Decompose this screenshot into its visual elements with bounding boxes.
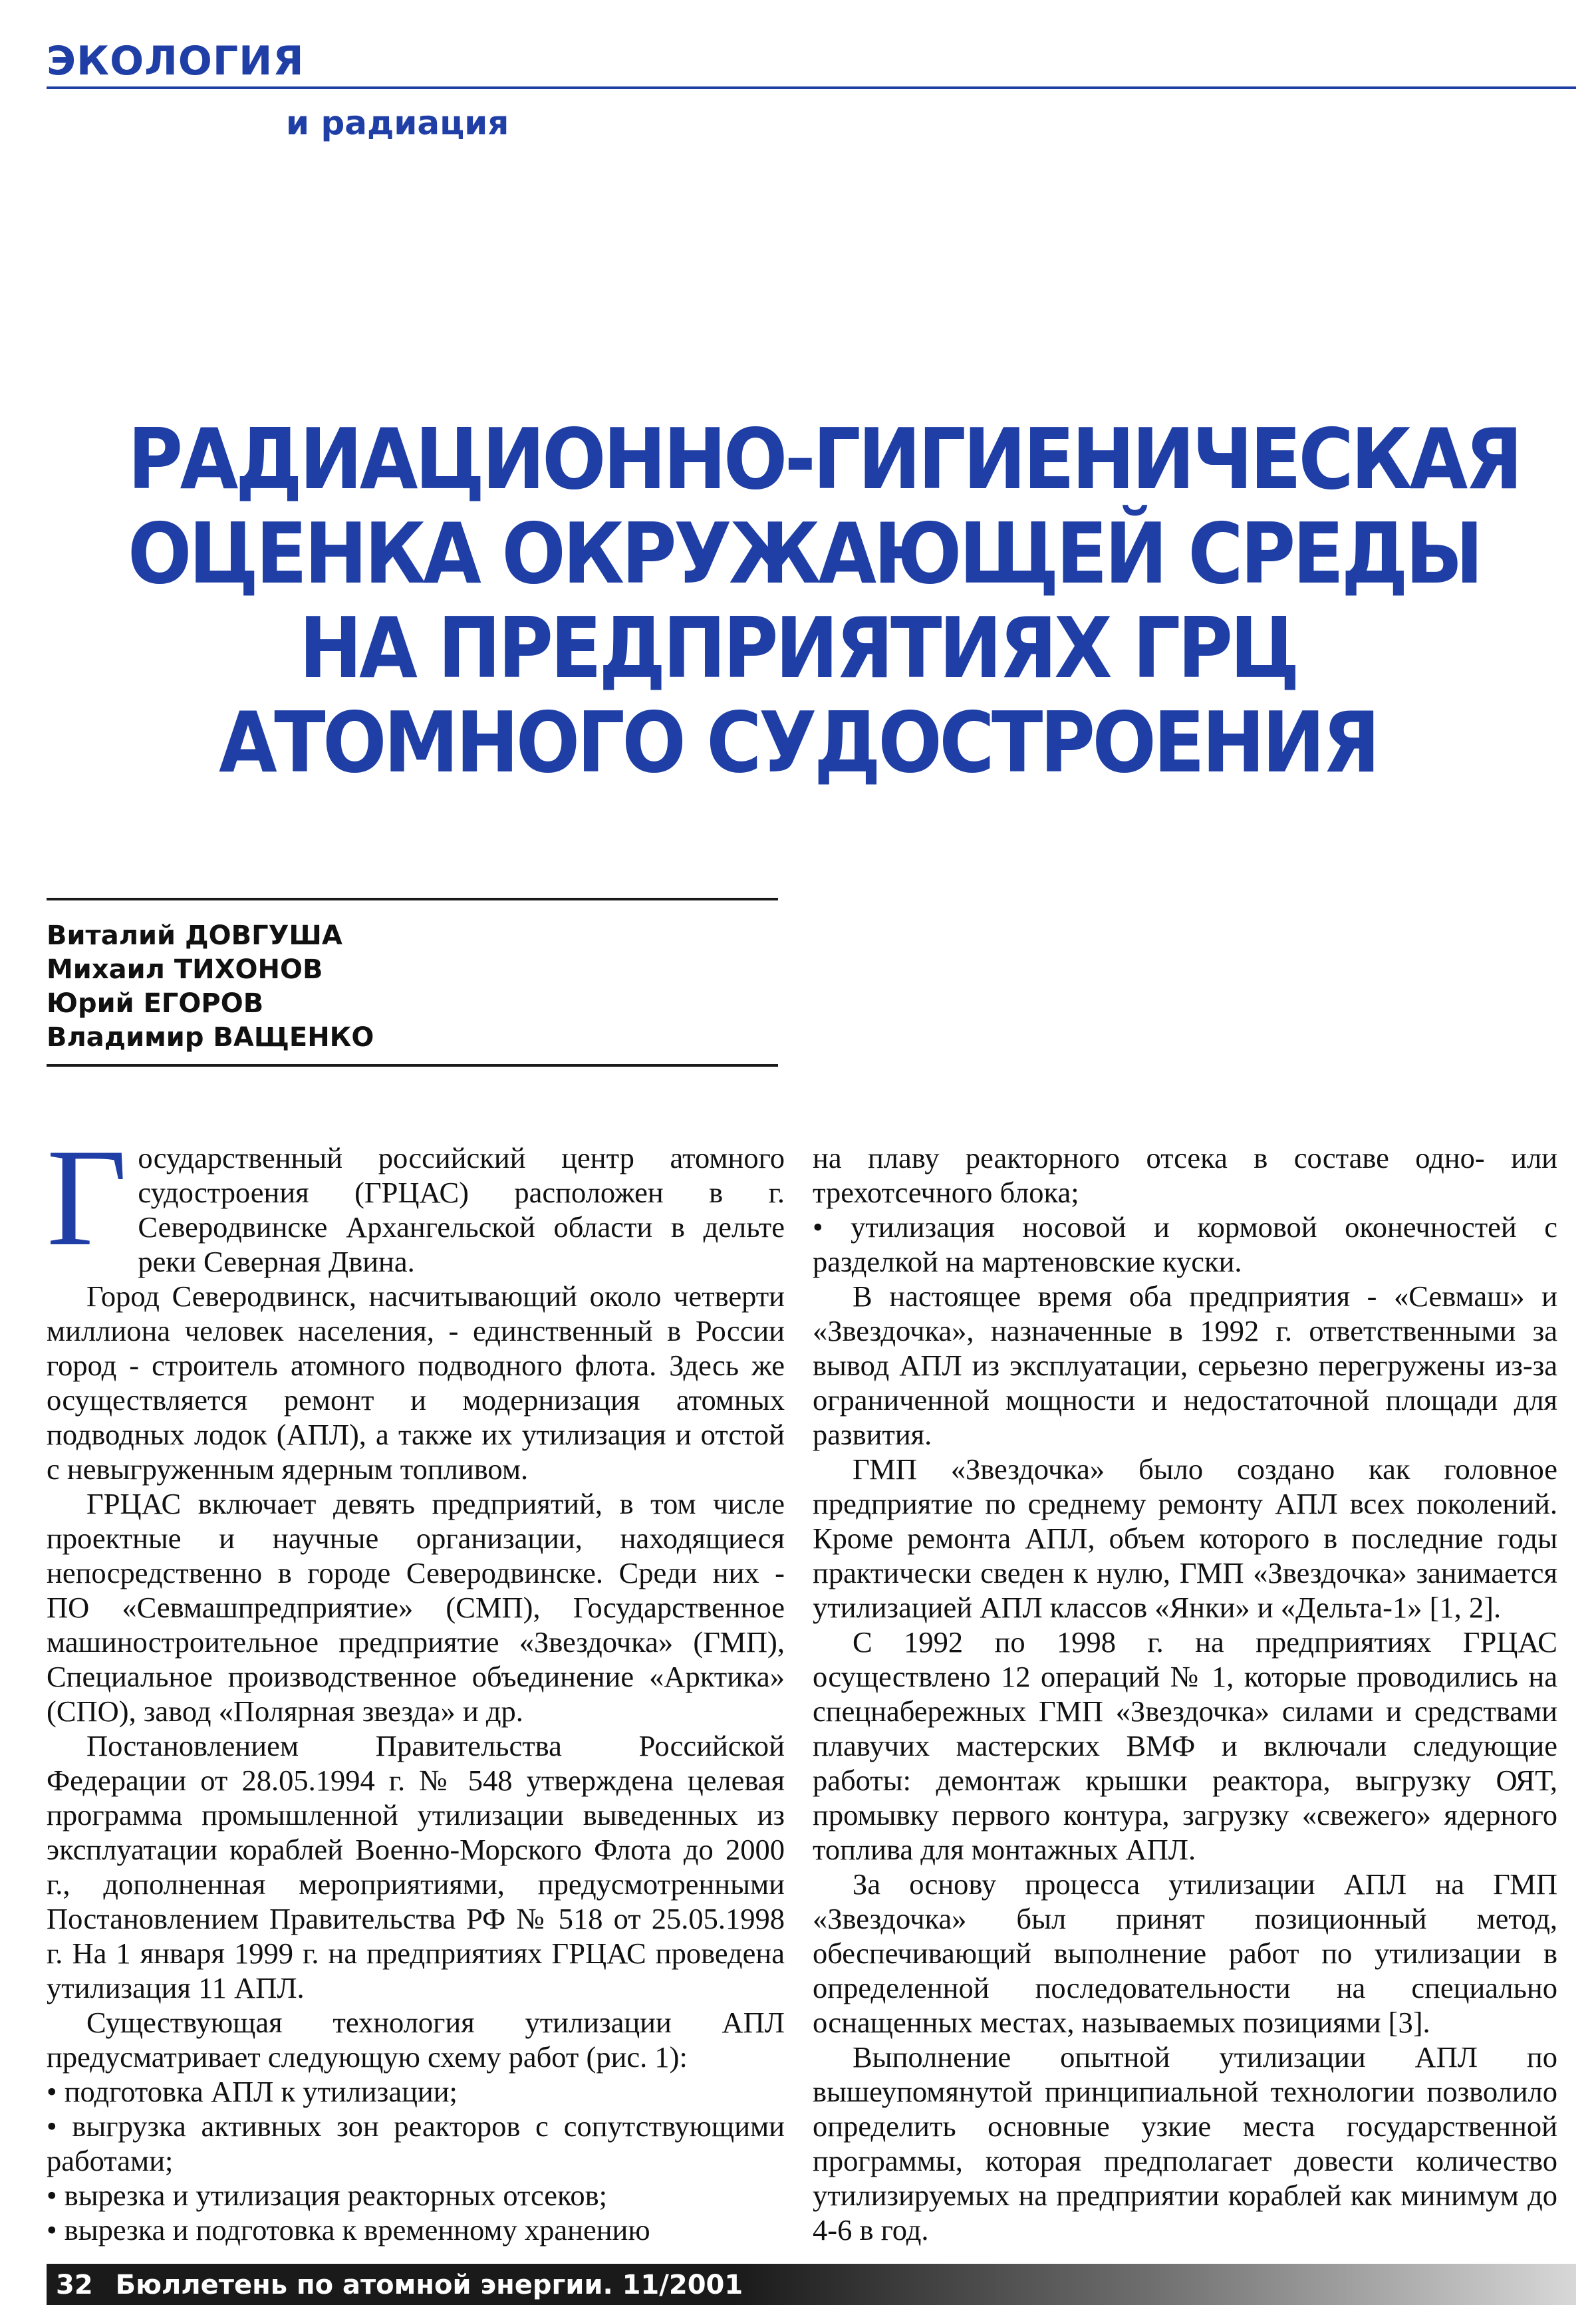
journal-name: Бюллетень по атомной энергии. 11/2001	[115, 2270, 743, 2300]
author-name: Юрий ЕГОРОВ	[47, 988, 264, 1019]
text-column-left	[47, 1121, 785, 2247]
author-name: Владимир ВАЩЕНКО	[47, 1022, 374, 1053]
paragraph: на плаву реакторного отсека в составе одно- или трехотсечного блока;	[813, 1141, 1557, 1209]
bullet-item: • утилизация носовой и кормовой оконечностей с разделкой на мартеновские куски.	[813, 1210, 1557, 1278]
paragraph: С 1992 по 1998 г. на предприятиях ГРЦАС осуществлено 12 операций № 1, которые проводились на спецнабережных ГМП «Звездочка» силами и средствами плавучих мастерских ВМФ и включали следующие работы: демонтаж крышки реактора, выгрузку ОЯТ, промывку первого контура, загрузку «свежего» ядерного топлива для монтажных АПЛ.	[813, 1625, 1557, 1866]
authors-rule-bottom	[47, 1064, 778, 1067]
title-line: АТОМНОГО СУДОСТРОЕНИЯ	[218, 694, 1378, 791]
bullet-item: • подготовка АПЛ к утилизации;	[47, 2075, 458, 2108]
drop-cap: Г	[47, 1121, 128, 1275]
title-line: РАДИАЦИОННО-ГИГИЕНИЧЕСКАЯ	[128, 410, 1520, 508]
bullet-item: • выгрузка активных зон реакторов с сопутствующими работами;	[47, 2109, 785, 2177]
paragraph: ГРЦАС включает девять предприятий, в том числе проектные и научные организации, находящиеся непосредственно в городе Северодвинске. Среди них - ПО «Севмашпредприятие» (СМП), Государственное машиностроительное предприятие «Звездочка» (ГМП), Специальное производственное объединение «Арктика» (СПО), завод «Полярная звезда» и др.	[47, 1487, 785, 1728]
paragraph: ГМП «Звездочка» было создано как головное предприятие по среднему ремонту АПЛ всех поколений. Кроме ремонта АПЛ, объем которого в последние годы практически сведен к нулю, ГМП «Звездочка» занимается утилизацией АПЛ классов «Янки» и «Дельта-1» [1, 2].	[813, 1452, 1557, 1624]
page-number: 32	[56, 2270, 93, 2300]
paragraph: Существующая технология утилизации АПЛ предусматривает следующую схему работ (рис. 1):	[47, 2006, 785, 2074]
authors-rule-top	[47, 898, 778, 900]
section-rubric: ЭКОЛОГИЯ	[47, 38, 305, 84]
text-column-right	[813, 1141, 1557, 2247]
bullet-item: • вырезка и подготовка к временному хранению	[47, 2213, 650, 2246]
author-name: Михаил ТИХОНОВ	[47, 954, 323, 985]
paragraph: За основу процесса утилизации АПЛ на ГМП «Звездочка» был принят позиционный метод, обеспечивающий выполнение работ по утилизации в определенной последовательности на специально оснащенных местах, называемых позициями [3].	[813, 1867, 1557, 2039]
article-title	[128, 410, 1520, 791]
bullet-item: • вырезка и утилизация реакторных отсеков;	[47, 2179, 608, 2212]
paragraph	[47, 1121, 785, 1279]
paragraph: Выполнение опытной утилизации АПЛ по вышеупомянутой принципиальной технологии позволило определить основные узкие места государственной программы, которая предполагает довести количество утилизируемых на предприятии кораблей как минимум до 4-6 в год.	[813, 2040, 1557, 2246]
paragraph-text: осударственный российский центр атомного судостроения (ГРЦАС) расположен в г. Северодвинске Архангельской области в дельте реки Северная Двина.	[138, 1141, 785, 1278]
author-name: Виталий ДОВГУША	[47, 920, 342, 951]
paragraph: Постановлением Правительства Российской Федерации от 28.05.1994 г. № 548 утверждена целевая программа промышленной утилизации выведенных из эксплуатации кораблей Военно-Морского Флота до 2000 г., дополненная мероприятиями, предусмотренными Постановлением Правительства РФ № 518 от 25.05.1998 г. На 1 января 1999 г. на предприятиях ГРЦАС проведена утилизация 11 АПЛ.	[47, 1729, 785, 2004]
author-list	[47, 919, 374, 1055]
title-line: ОЦЕНКА ОКРУЖАЮЩЕЙ СРЕДЫ	[128, 505, 1481, 603]
section-rubric-subtitle: и радиация	[286, 104, 509, 142]
title-line: НА ПРЕДПРИЯТИЯХ ГРЦ	[299, 599, 1297, 697]
rubric-underline	[47, 86, 1576, 89]
paragraph: Город Северодвинск, насчитывающий около четверти миллиона человек населения, - единственный в России город - строитель атомного подводного флота. Здесь же осуществляется ремонт и модернизация атомных подводных лодок (АПЛ), а также их утилизация и отстой с невыгруженным ядерным топливом.	[47, 1280, 785, 1486]
paragraph: В настоящее время оба предприятия - «Севмаш» и «Звездочка», назначенные в 1992 г. ответственными за вывод АПЛ из эксплуатации, серьезно перегружены из-за ограниченной мощности и недостаточной площади для развития.	[813, 1280, 1557, 1451]
page-footer	[56, 2268, 743, 2302]
